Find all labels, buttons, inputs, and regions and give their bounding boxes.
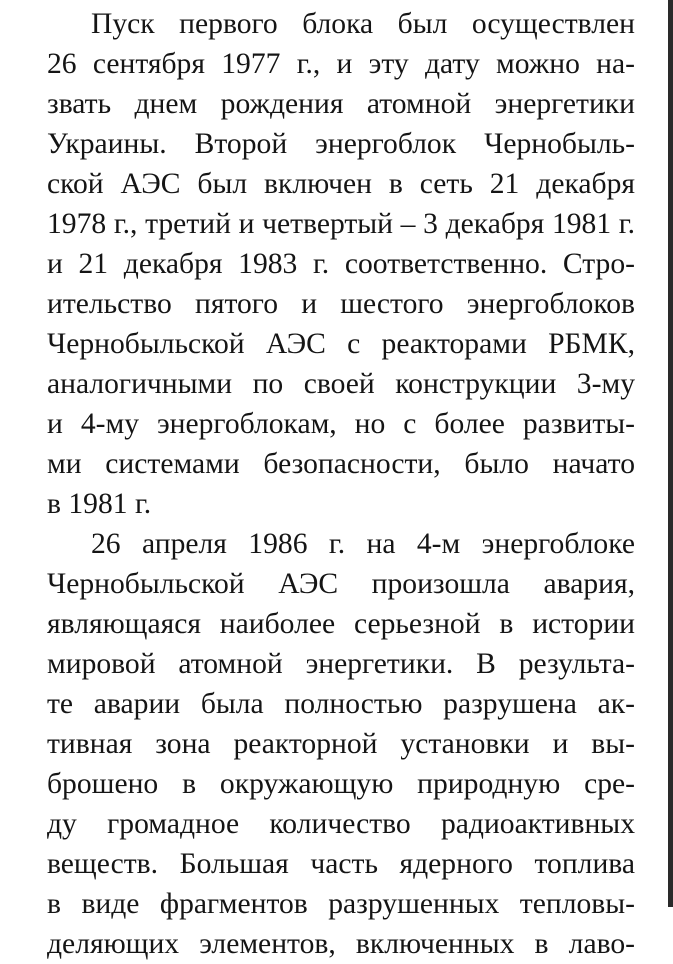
text-line: ми системами безопасности, было начато (47, 448, 635, 480)
text-line: 26 сентября 1977 г., и эту дату можно на- (47, 48, 635, 80)
text-line: 1978 г., третий и четвертый – 3 декабря 1981 г. (47, 208, 635, 240)
text-line: и 21 декабря 1983 г. соответственно. Стро- (47, 248, 635, 280)
text-line: те аварии была полностью разрушена ак- (47, 688, 635, 720)
text-line: Чернобыльской АЭС с реакторами РБМК, (47, 328, 635, 360)
text-line: Пуск первого блока был осуществлен (91, 8, 635, 40)
text-line: аналогичными по своей конструкции 3-му (47, 368, 635, 400)
text-line: являющаяся наиболее серьезной в истории (47, 608, 635, 640)
page-edge-shadow (668, 0, 673, 907)
text-line: брошено в окружающую природную сре- (47, 768, 635, 800)
text-line: и 4-му энергоблокам, но с более развиты- (47, 408, 635, 440)
text-line: Украины. Второй энергоблок Чернобыль- (47, 128, 635, 160)
paragraph-1 (47, 4, 635, 524)
text-line: Чернобыльской АЭС произошла авария, (47, 568, 635, 600)
text-line: ской АЭС был включен в сеть 21 декабря (47, 168, 635, 200)
text-line: 26 апреля 1986 г. на 4-м энергоблоке (91, 528, 635, 560)
paragraph-2 (47, 524, 635, 964)
text-line: в 1981 г. (47, 488, 152, 520)
body-text (47, 4, 635, 964)
text-line: тивная зона реакторной установки и вы- (47, 728, 635, 760)
text-line: в виде фрагментов разрушенных тепловы- (47, 888, 635, 920)
text-line: звать днем рождения атомной энергетики (47, 88, 635, 120)
text-line: ду громадное количество радиоактивных (47, 808, 635, 840)
text-line: ительство пятого и шестого энергоблоков (47, 288, 635, 320)
text-line: деляющих элементов, включенных в лаво- (47, 928, 635, 960)
text-line: мировой атомной энергетики. В результа- (47, 648, 635, 680)
text-line: веществ. Большая часть ядерного топлива (47, 848, 635, 880)
